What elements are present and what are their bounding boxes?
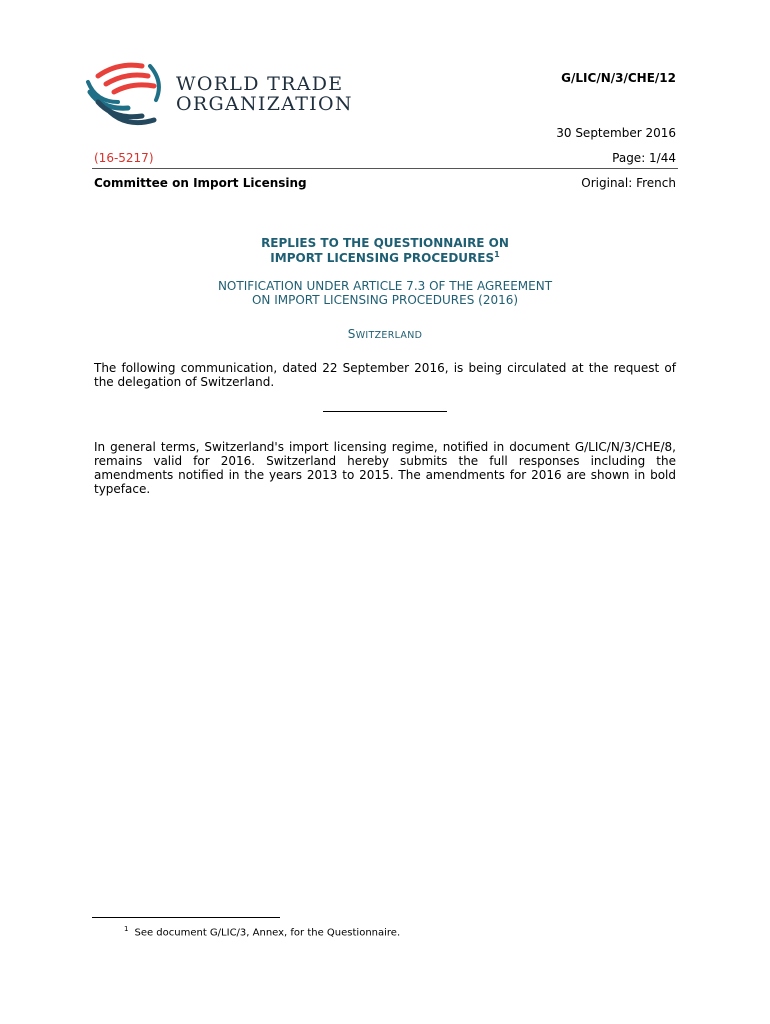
country-initial: S xyxy=(347,327,356,341)
country-heading xyxy=(94,327,676,341)
subtitle-line-2: ON IMPORT LICENSING PROCEDURES (2016) xyxy=(251,293,519,307)
logo-line-2: ORGANIZATION xyxy=(176,93,353,115)
title-line-2-text: IMPORT LICENSING PROCEDURES xyxy=(270,251,495,265)
footnote-text: See document G/LIC/3, Annex, for the Questionnaire. xyxy=(134,927,401,939)
document-date: 30 September 2016 xyxy=(556,126,676,140)
body-paragraph-2: In general terms, Switzerland's import licensing regime, notified in document G/LIC/N/3/CHE/8, remains valid for 2016. Switzerland hereby submits the full responses including the amendments notified in the years 2013 to 2015. The amendments for 2016 are shown in bold typeface. xyxy=(94,440,676,496)
footnote-divider xyxy=(92,917,280,918)
country-rest: WITZERLAND xyxy=(355,330,423,341)
logo-line-1: WORLD TRADE xyxy=(176,73,344,95)
committee-name: Committee on Import Licensing xyxy=(94,176,307,190)
document-number: (16-5217) xyxy=(94,151,154,165)
title-footnote-ref[interactable]: 1 xyxy=(494,250,500,259)
wto-logo-wordmark xyxy=(176,74,353,114)
subtitle-line-1: NOTIFICATION UNDER ARTICLE 7.3 OF THE AGREEMENT xyxy=(217,279,553,293)
original-language: Original: French xyxy=(581,176,676,190)
footnote xyxy=(124,925,400,938)
body-paragraph-1: The following communication, dated 22 September 2016, is being circulated at the request of the delegation of Switzerland. xyxy=(94,361,676,389)
wto-logo-mark xyxy=(84,58,164,130)
title-line-2 xyxy=(94,251,676,266)
document-subtitle xyxy=(94,279,676,307)
document-symbol: G/LIC/N/3/CHE/12 xyxy=(561,71,676,85)
title-line-1: REPLIES TO THE QUESTIONNAIRE ON xyxy=(261,236,509,250)
wto-emblem-icon xyxy=(84,58,164,130)
section-divider xyxy=(323,411,447,412)
document-title xyxy=(94,236,676,266)
page-indicator: Page: 1/44 xyxy=(612,151,676,165)
header-divider xyxy=(92,168,678,169)
footnote-number: 1 xyxy=(124,925,129,933)
